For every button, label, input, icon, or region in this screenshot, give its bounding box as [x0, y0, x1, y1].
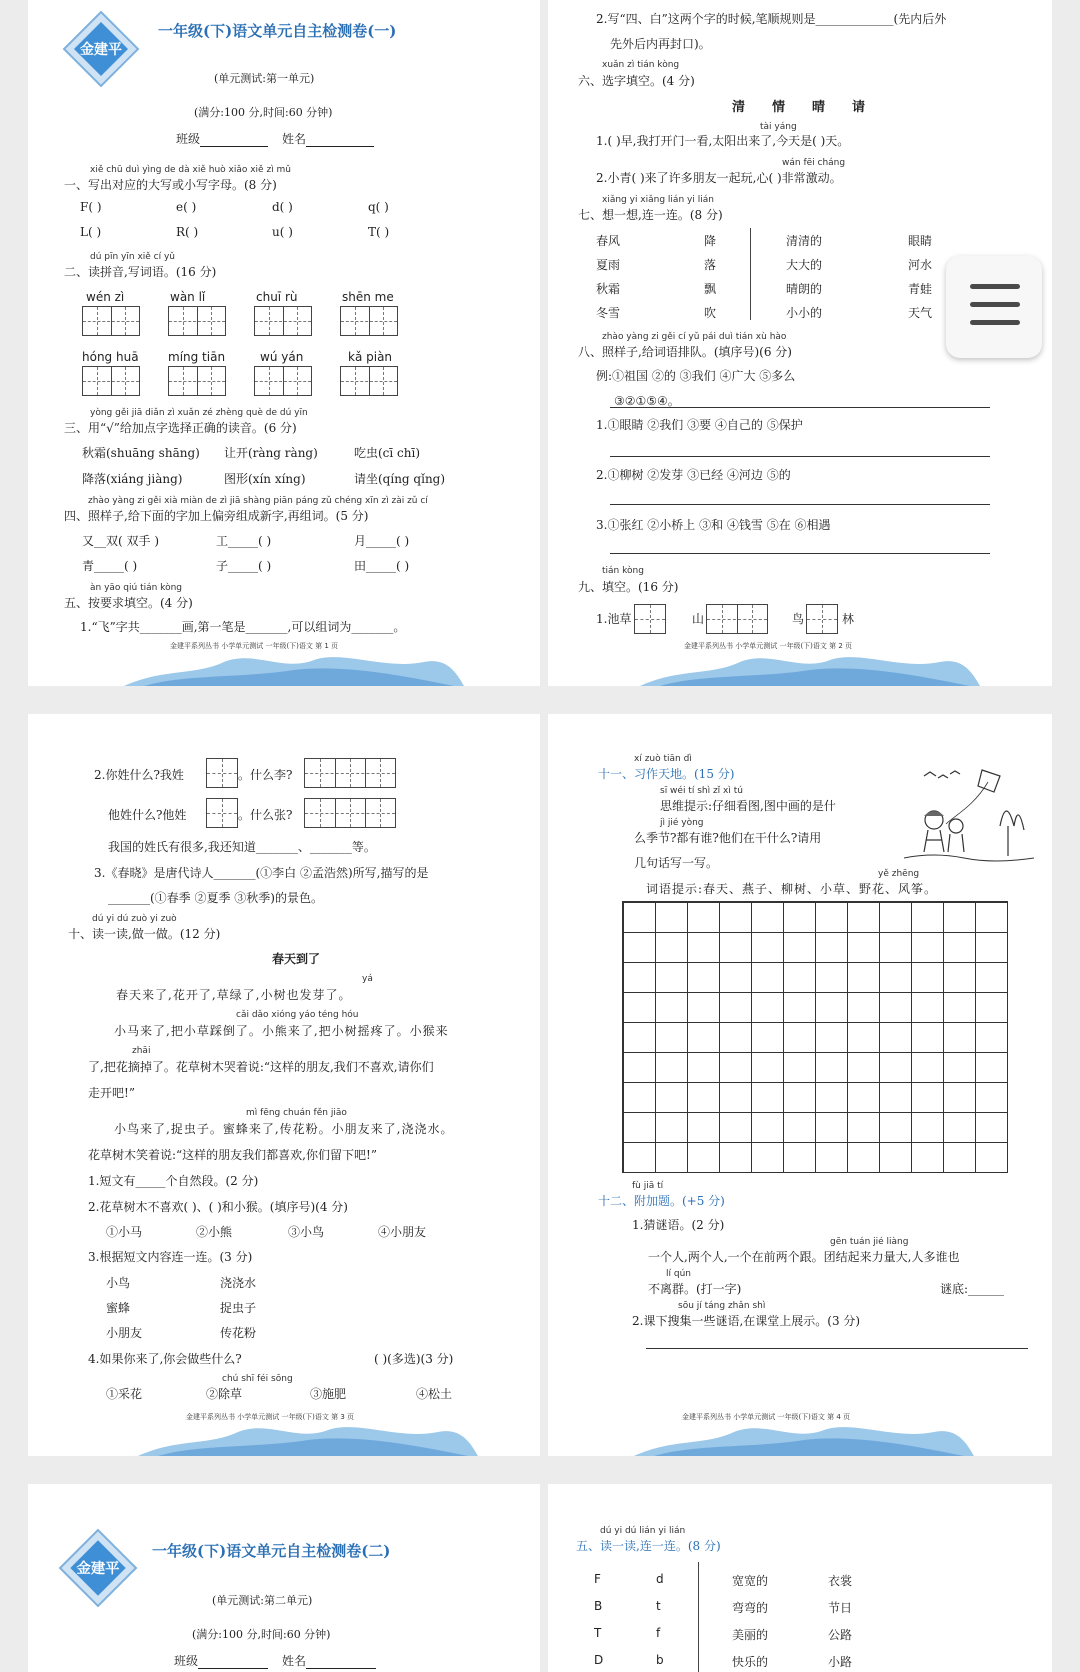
riddle-answer[interactable]: 谜底:______ — [940, 1282, 1005, 1296]
pinyin: fù jiā tí — [632, 1181, 664, 1191]
svg-text:金建平: 金建平 — [76, 1561, 120, 1578]
letter-item: e( ) — [176, 200, 197, 214]
page-6 — [548, 1484, 1052, 1672]
match-item: B — [594, 1599, 603, 1613]
question-heading: 二、读拼音,写词语。(16 分) — [64, 265, 217, 279]
match-item: 宽宽的 — [732, 1574, 769, 1588]
question-heading: 九、填空。(16 分) — [578, 580, 679, 594]
match-item: 小小的 — [786, 306, 823, 320]
question-heading: 五、读一读,连一连。(8 分) — [576, 1539, 721, 1553]
score-label: (满分:100 分,时间:60 分钟) — [194, 106, 333, 119]
menu-button[interactable] — [946, 256, 1042, 358]
question-heading: 十二、附加题。(+5 分) — [598, 1194, 725, 1208]
question-heading: 十一、习作天地。(15 分) — [598, 767, 735, 781]
question-heading: 五、按要求填空。(4 分) — [64, 596, 193, 610]
match-item: 天气 — [908, 306, 933, 320]
match-item: t — [656, 1599, 661, 1613]
example-answer: ③②①⑤④。 — [614, 394, 680, 408]
writing-box[interactable] — [254, 306, 312, 336]
riddle-text: 一个人,两个人,一个在前两个跟。团结起来力量大,人多谁也 — [648, 1250, 960, 1264]
pinyin: tài yáng — [760, 122, 797, 132]
brand-logo — [62, 10, 140, 88]
writing-box[interactable] — [254, 366, 312, 396]
match-item: 大大的 — [786, 258, 823, 272]
writing-box[interactable] — [304, 798, 396, 828]
divider — [750, 228, 751, 320]
passage-text: 花草树木笑着说:“这样的朋友我们都喜欢,你们留下吧!” — [88, 1148, 377, 1162]
class-field: 班级 — [174, 1652, 268, 1669]
riddle-text: 不离群。(打一字) — [648, 1282, 742, 1296]
question-item: 林 — [842, 612, 855, 626]
page-footer: 金建平系列丛书 小学单元测试 一年级(下)语文 第 2 页 — [684, 642, 853, 650]
question-item: 2.你姓什么?我姓 — [94, 768, 184, 782]
match-item: T — [594, 1626, 602, 1640]
writing-box[interactable] — [706, 604, 768, 634]
pinyin-word: wén zì — [86, 290, 125, 304]
choice-char: 清 — [732, 100, 746, 115]
pinyin-word: míng tiān — [168, 350, 226, 364]
unit-label: (单元测试:第一单元) — [214, 72, 315, 85]
example-item: 例:①祖国 ②的 ③我们 ④广大 ⑤多么 — [596, 369, 796, 383]
writing-box[interactable] — [340, 306, 398, 336]
page-footer: 金建平系列丛书 小学单元测试 一年级(下)语文 第 4 页 — [682, 1413, 851, 1421]
question-heading: 十、读一读,做一做。(12 分) — [68, 927, 221, 941]
question-item: 2.①柳树 ②发芽 ③已经 ④河边 ⑤的 — [596, 468, 791, 482]
writing-box[interactable] — [206, 798, 238, 828]
radical-item: 子_____( ) — [216, 559, 272, 573]
reading-choice[interactable]: 让开(ràng ràng) — [224, 446, 318, 460]
match-item: 河水 — [908, 258, 933, 272]
svg-text:金建平: 金建平 — [80, 42, 122, 58]
option-item: ③小鸟 — [288, 1225, 325, 1239]
question-heading: 三、用“√”给加点字选择正确的读音。(6 分) — [64, 421, 297, 435]
pinyin: zhào yàng zi gěi cí yǔ pái duì tián xù hào — [602, 332, 787, 342]
letter-item: T( ) — [368, 225, 390, 239]
answer-line[interactable] — [610, 504, 990, 505]
name-field: 姓名 — [282, 1652, 376, 1669]
pinyin: dú pīn yīn xiě cí yǔ — [90, 252, 176, 262]
match-item: 小路 — [828, 1655, 853, 1669]
passage-title: 春天到了 — [272, 952, 321, 966]
radical-item: 又__双( 双手 ) — [82, 534, 160, 548]
page-footer: 金建平系列丛书 小学单元测试 一年级(下)语文 第 1 页 — [170, 642, 339, 650]
radical-item: 工_____( ) — [216, 534, 272, 548]
match-item: 夏雨 — [596, 258, 621, 272]
pinyin: xuǎn zì tián kòng — [602, 60, 680, 70]
choice-char: 情 — [772, 100, 786, 115]
choice-char: 晴 — [812, 100, 826, 115]
question-item: 3.根据短文内容连一连。(3 分) — [88, 1250, 253, 1264]
question-heading: 七、想一想,连一连。(8 分) — [578, 208, 723, 222]
question-item: 。什么李? — [238, 768, 293, 782]
pinyin: sī wéi tí shì zǐ xì tú — [660, 786, 743, 796]
hamburger-icon-bar — [970, 302, 1020, 307]
pinyin-word: shēn me — [342, 290, 394, 304]
hamburger-icon-bar — [970, 320, 1020, 325]
pinyin: mì fēng chuán fěn jiāo — [246, 1108, 347, 1118]
match-item: 传花粉 — [220, 1326, 257, 1340]
question-item: 1.猜谜语。(2 分) — [632, 1218, 725, 1232]
option-item: ②除草 — [206, 1387, 243, 1401]
pinyin: cǎi dǎo xióng yáo téng hóu — [236, 1010, 359, 1020]
writing-prompt: 思维提示:仔细看图,图中画的是什 — [660, 799, 836, 813]
pinyin: chú shī féi sōng — [222, 1374, 293, 1384]
brand-logo — [58, 1528, 138, 1608]
writing-box[interactable] — [806, 604, 838, 634]
question-item: 1.( )早,我打开门一看,太阳出来了,今天是( )天。 — [596, 134, 850, 148]
match-item: 眼睛 — [908, 234, 933, 248]
match-item: 晴朗的 — [786, 282, 823, 296]
match-item: f — [656, 1626, 661, 1640]
kite-scene-illustration — [904, 766, 1034, 866]
match-item: 小鸟 — [106, 1276, 131, 1290]
passage-text: 走开吧!” — [88, 1086, 135, 1100]
match-item: 衣裳 — [828, 1574, 853, 1588]
writing-prompt: 几句话写一写。 — [634, 856, 719, 870]
hamburger-icon-bar — [970, 284, 1020, 289]
match-item: 美丽的 — [732, 1628, 769, 1642]
question-item: 山 — [692, 612, 705, 626]
option-item: ④松土 — [416, 1387, 453, 1401]
question-heading: 六、选字填空。(4 分) — [578, 74, 695, 88]
question-item: 3.《春晓》是唐代诗人_______(①李白 ②孟浩然)所写,描写的是 — [94, 866, 429, 880]
page-4 — [548, 714, 1052, 1456]
question-item: 鸟 — [792, 612, 805, 626]
pinyin: lí qún — [666, 1269, 691, 1279]
pinyin: xí zuò tiān dì — [634, 754, 692, 764]
writing-box[interactable] — [82, 306, 140, 336]
question-item: 1.短文有_____个自然段。(2 分) — [88, 1174, 259, 1188]
pinyin: zhào yàng zi gěi xià miàn de zì jiā shàng piān páng zǔ chéng xīn zì zài zǔ cí — [88, 496, 428, 506]
option-item: ④小朋友 — [378, 1225, 427, 1239]
letter-item: F( ) — [80, 200, 102, 214]
answer-line[interactable] — [610, 456, 990, 457]
option-item: ②小熊 — [196, 1225, 233, 1239]
pinyin: xiě chū duì yìng de dà xiě huò xiǎo xiě zì mǔ — [90, 165, 292, 175]
writing-prompt: 么季节?都有谁?他们在干什么?请用 — [634, 831, 822, 845]
pinyin-word: kǎ piàn — [348, 350, 393, 364]
pinyin: sōu jí táng zhǎn shì — [678, 1301, 766, 1311]
match-item: d — [656, 1572, 664, 1586]
question-item: 1.①眼睛 ②我们 ③要 ④自己的 ⑤保护 — [596, 418, 803, 432]
composition-grid[interactable] — [622, 901, 1008, 1173]
match-item: 公路 — [828, 1628, 853, 1642]
option-item: ①采花 — [106, 1387, 143, 1401]
writing-box[interactable] — [304, 758, 396, 788]
page-footer: 金建平系列丛书 小学单元测试 一年级(下)语文 第 3 页 — [186, 1413, 355, 1421]
match-item: 春风 — [596, 234, 621, 248]
pinyin-word: chuī rù — [256, 290, 298, 304]
writing-box[interactable] — [168, 366, 226, 396]
option-item: ③施肥 — [310, 1387, 347, 1401]
match-item: 飘 — [704, 282, 717, 296]
pinyin: dú yi dú lián yi lián — [600, 1526, 686, 1536]
writing-box[interactable] — [168, 306, 226, 336]
pinyin: yě zhēng — [878, 869, 920, 879]
reading-choice[interactable]: 吃虫(cī chī) — [354, 446, 421, 460]
match-item: 浇浇水 — [220, 1276, 257, 1290]
pinyin: zhāi — [132, 1046, 151, 1056]
class-field: 班级 — [176, 130, 268, 147]
page-title: 一年级(下)语文单元自主检测卷(二) — [152, 1542, 391, 1560]
letter-item: L( ) — [80, 225, 102, 239]
footer-decoration — [124, 648, 464, 686]
match-item: b — [656, 1653, 664, 1667]
letter-item: q( ) — [368, 200, 389, 214]
page-1 — [28, 0, 540, 686]
question-item: 先外后内再封口)。 — [610, 37, 711, 51]
name-field: 姓名 — [282, 130, 374, 147]
question-item: 我国的姓氏有很多,我还知道_______、_______等。 — [108, 840, 376, 854]
pinyin: yá — [362, 974, 373, 984]
question-heading: 八、照样子,给词语排队。(填序号)(6 分) — [578, 345, 792, 359]
pinyin-word: wàn lǐ — [170, 290, 206, 304]
page-title: 一年级(下)语文单元自主检测卷(一) — [158, 22, 397, 40]
passage-text: 了,把花摘掉了。花草树木哭着说:“这样的朋友,我们不喜欢,请你们 — [88, 1060, 434, 1074]
match-item: 弯弯的 — [732, 1601, 769, 1615]
writing-box[interactable] — [634, 604, 666, 634]
match-item: D — [594, 1653, 604, 1667]
match-item: 降 — [704, 234, 717, 248]
writing-box[interactable] — [82, 366, 140, 396]
option-item: ①小马 — [106, 1225, 143, 1239]
question-item: _______(①春季 ②夏季 ③秋季)的景色。 — [108, 891, 323, 905]
pinyin: àn yāo qiú tián kòng — [90, 583, 182, 593]
radical-item: 月_____( ) — [354, 534, 410, 548]
match-item: 落 — [704, 258, 717, 272]
question-item: 2.小青( )来了许多朋友一起玩,心( )非常激动。 — [596, 171, 842, 185]
question-item: 2.写“四、白”这两个字的时候,笔顺规则是_____________(先内后外 — [596, 12, 947, 26]
question-item: ( )(多选)(3 分) — [374, 1352, 454, 1366]
match-item: 冬雪 — [596, 306, 621, 320]
pinyin: tián kòng — [602, 566, 644, 576]
footer-decoration — [634, 1418, 974, 1456]
reading-choice[interactable]: 图形(xín xíng) — [224, 472, 306, 486]
match-item: 快乐的 — [732, 1655, 769, 1669]
question-item: 1.“飞”字共_______画,第一笔是_______,可以组词为_______。 — [80, 620, 406, 634]
match-item: 吹 — [704, 306, 717, 320]
question-item: 3.①张红 ②小桥上 ③和 ④钱雪 ⑤在 ⑥相遇 — [596, 518, 831, 532]
question-item: 他姓什么?他姓 — [108, 808, 187, 822]
score-label: (满分:100 分,时间:60 分钟) — [192, 1628, 331, 1641]
match-item: 节日 — [828, 1601, 853, 1615]
divider — [698, 1562, 699, 1672]
writing-box[interactable] — [206, 758, 238, 788]
pinyin: dú yi dú zuò yi zuò — [92, 914, 177, 924]
match-item: 秋霜 — [596, 282, 621, 296]
match-item: 青蛙 — [908, 282, 933, 296]
word-hint: 词语提示:春天、燕子、柳树、小草、野花、风筝。 — [646, 882, 938, 896]
reading-choice[interactable]: 请坐(qíng qǐng) — [354, 472, 446, 486]
pinyin-word: wú yán — [260, 350, 304, 364]
pinyin: xiǎng yi xiǎng lián yi lián — [602, 195, 714, 205]
question-heading: 一、写出对应的大写或小写字母。(8 分) — [64, 178, 277, 192]
question-item: 4.如果你来了,你会做些什么? — [88, 1352, 242, 1366]
question-item: 。什么张? — [238, 808, 293, 822]
question-item: 1.池草 — [596, 612, 632, 626]
match-item: 捉虫子 — [220, 1301, 257, 1315]
reading-choice[interactable]: 降落(xiáng jiàng) — [82, 472, 183, 486]
question-heading: 四、照样子,给下面的字加上偏旁组成新字,再组词。(5 分) — [64, 509, 369, 523]
letter-item: u( ) — [272, 225, 293, 239]
match-item: F — [594, 1572, 601, 1586]
page-5 — [28, 1484, 540, 1672]
match-item: 蜜蜂 — [106, 1301, 131, 1315]
passage-text: 小鸟来了,捉虫子。蜜蜂来了,传花粉。小朋友来了,浇浇水。 — [114, 1122, 454, 1136]
answer-line[interactable] — [646, 1348, 1028, 1349]
pinyin: jì jié yòng — [660, 818, 704, 828]
pinyin: yòng gěi jiā diǎn zì xuǎn zé zhèng què de dú yīn — [90, 408, 308, 418]
answer-line[interactable] — [610, 553, 990, 554]
letter-item: R( ) — [176, 225, 199, 239]
passage-text: 春天来了,花开了,草绿了,小树也发芽了。 — [116, 988, 352, 1002]
pinyin: wán fēi cháng — [782, 158, 846, 168]
page-3 — [28, 714, 540, 1456]
choice-char: 请 — [852, 100, 866, 115]
answer-line[interactable] — [610, 407, 990, 408]
pinyin: gēn tuán jié liàng — [830, 1237, 909, 1247]
passage-text: 小马来了,把小草踩倒了。小熊来了,把小树摇疼了。小猴来 — [114, 1024, 449, 1038]
footer-decoration — [640, 648, 980, 686]
question-item: 2.花草树木不喜欢( )、( )和小猴。(填序号)(4 分) — [88, 1200, 348, 1214]
question-item: 2.课下搜集一些谜语,在课堂上展示。(3 分) — [632, 1314, 861, 1328]
match-item: 小朋友 — [106, 1326, 143, 1340]
match-item: 清清的 — [786, 234, 823, 248]
reading-choice[interactable]: 秋霜(shuāng shāng) — [82, 446, 200, 460]
writing-box[interactable] — [340, 366, 398, 396]
unit-label: (单元测试:第二单元) — [212, 1594, 313, 1607]
radical-item: 青_____( ) — [82, 559, 138, 573]
pinyin-word: hóng huā — [82, 350, 139, 364]
footer-decoration — [138, 1418, 478, 1456]
letter-item: d( ) — [272, 200, 293, 214]
radical-item: 田_____( ) — [354, 559, 410, 573]
